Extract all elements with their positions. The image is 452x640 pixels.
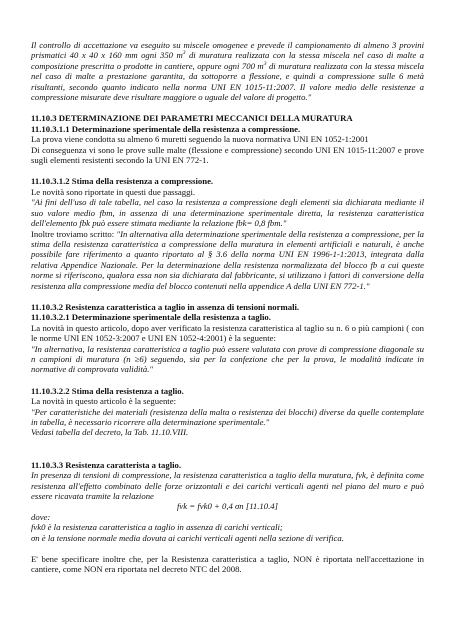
intro-paragraph [31, 40, 424, 102]
document-page [31, 40, 424, 575]
closing-paragraph: E' bene specificare inoltre che, per la Resistenza caratteristica a taglio, NON è riportata nell'accettazione in cantiere, come NON era riportata nel decreto NTC del 2008. [31, 554, 424, 575]
paragraph: Di conseguenza vi sono le prove sulle malte (flessione e compressione) secondo UNI EN 1015-11:2007 e prove sugli elementi resistenti secondo la UNI EN 772-1. [31, 144, 424, 166]
subsection-heading: 11.10.3.1.2 Stima della resistenza a compressione. [31, 176, 214, 187]
subsection-heading: 11.10.3.3 Resistenza caratterista a taglio. [31, 459, 182, 470]
quote: Vedasi tabella del decreto, la Tab. 11.10.VIII. [31, 427, 189, 438]
quote: "In alternativa, la resistenza caratteristica a taglio può essere valutata con prove di compressione diagonale su n campioni di muratura (n ≥6) seguendo, sia per la confezione che per la prova, le modalità indicate in normative di comprovata validità." [31, 343, 424, 375]
paragraph: La novità in questo articolo è la seguente: [31, 396, 176, 407]
quote: "Ai fini dell'uso di tale tabella, nel caso la resistenza a compressione degli elementi sia dichiarata mediante il suo valore medio fbm, in assenza di una determinazione sperimentale diretta, la resistenza caratteristica dell'elemento fbk può essere stimata mediante la relazione fbk= 0,8 fbm." [31, 197, 424, 229]
intro-text-a: Il controllo di accettazione va eseguito su miscele omogenee e prevede il campionamento di almeno 3 provini prismatici 40 x 40 x 160 mm ogni 350 m [31, 40, 424, 61]
subsection-heading: 11.10.3.1.1 Determinazione sperimentale della resistenza a compressione. [31, 123, 301, 134]
paragraph: La prova viene condotta su almeno 6 muretti seguendo la nuova normativa UNI EN 1052-1:2001 [31, 134, 369, 145]
definition: fvk0 è la resistenza caratteristica a taglio in assenza di carichi verticali; [31, 522, 283, 533]
subsection-heading: 11.10.3.2 Resistenza caratteristica a taglio in assenza di tensioni normali. [31, 301, 300, 312]
paragraph: Le novità sono riportate in questi due passaggi. [31, 186, 196, 197]
subsection-heading: 11.10.3.2.1 Determinazione sperimentale della resistenza a taglio. [31, 312, 271, 323]
definition-label: dove: [31, 511, 51, 522]
formula: fvk = fvk0 + 0,4 σn [11.10.4] [176, 501, 279, 512]
section-heading: 11.10.3 DETERMINAZIONE DEI PARAMETRI MECCANICI DELLA MURATURA [31, 113, 353, 124]
subsection-heading: 11.10.3.2.2 Stima della resistenza a taglio. [31, 385, 184, 396]
intro-text-b: di muratura realizzata con la stessa miscela nel caso di malte a composizione prescritta o prodotte in cantiere, oppure ogni 700 m [31, 50, 424, 71]
quote: In presenza di tensioni di compressione, la resistenza caratteristica a taglio della muratura, fvk, è definita come resistenza all'effetto combinato delle forze orizzontali e dei carichi verticali agenti nel piano del muro e può essere ricavata tramite la relazione [31, 470, 424, 502]
quote: "In alternativa alla determinazione sperimentale della resistenza a compressione, per la stima della resistenza caratteristica a compressione della muratura in elementi artificiali e naturali, è anche possibile fare riferimento a quanto riportato al § 3.6 della norma UNI EN 1996-1-1:2013, integrata dalla relativa Appendice Nazionale. Per la determinazione della resistenza normalizzata del blocco fb a cui queste norme si riferiscono, qualora essa non sia dichiarata dal fabbricante, si utilizzano i fattori di conversione della resistenza alla compressione media del blocco contenuti nella appendice A della UNI EN 772-1." [31, 228, 425, 291]
quote: "Per caratteristiche dei materiali (resistenza della malta o resistenza dei blocchi) diverse da quelle contemplate in tabella, è necessario ricorrere alla determinazione sperimentale." [31, 406, 424, 427]
definition: σn è la tensione normale media dovuta ai carichi verticali agenti nella sezione di verifica. [31, 532, 344, 543]
intro-sup-b: 3 [263, 60, 267, 67]
intro-sup-a: 3 [182, 50, 186, 57]
paragraph-lead: Inoltre troviamo scritto: [31, 228, 117, 239]
paragraph: La novità in questo articolo, dopo aver verificato la resistenza caratteristica al taglio su n. 6 o più campioni ( con le norme UNI EN 1052-3:2007 e UNI EN 1052-4:2001) è la seguente: [31, 322, 424, 344]
intro-text-c: di muratura realizzata con la stessa miscela nel caso di malte a prestazione garantita, da sottoporre a flessione, e quindi a compressione sulle 6 metà risultanti, secondo quanto indicato nella norma UNI EN 1015-11:2007. Il valore medio delle resistenze a compressione misurate deve risultare maggiore o uguale del valore di progetto." [31, 60, 425, 103]
paragraph [31, 229, 424, 291]
